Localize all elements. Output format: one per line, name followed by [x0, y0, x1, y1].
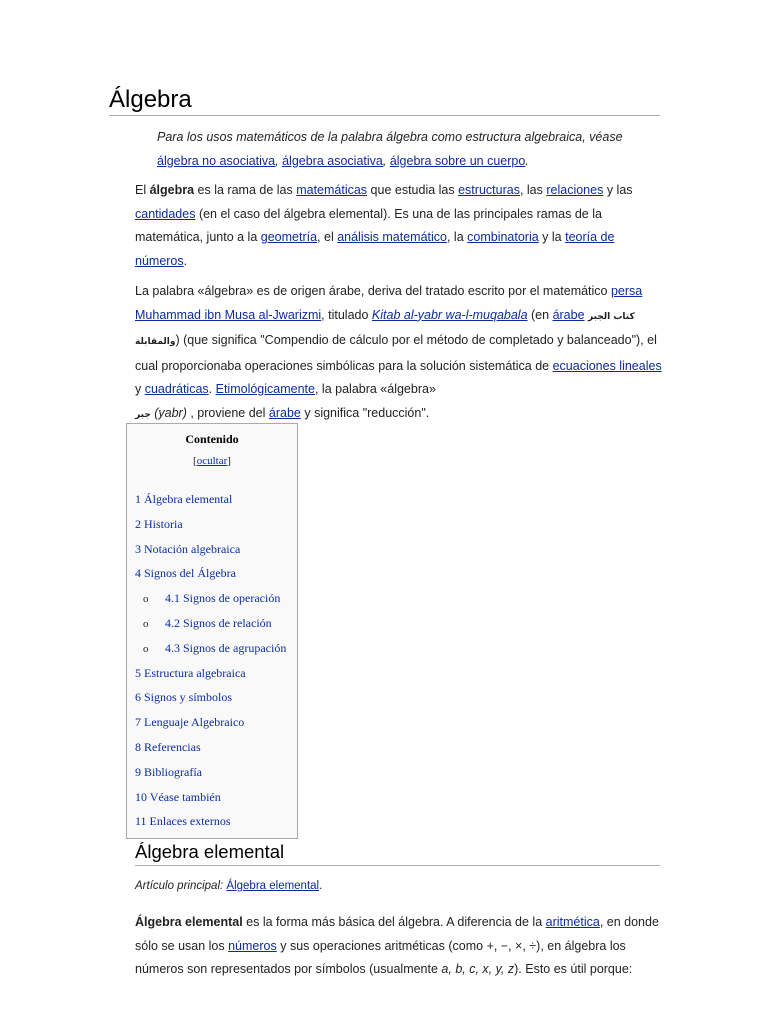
link-cantidades[interactable]: cantidades: [135, 206, 196, 221]
toc-item[interactable]: [127, 611, 297, 636]
toc-item[interactable]: [127, 487, 297, 512]
link-al-jwarizmi[interactable]: Muhammad ibn Musa al-Jwarizmi: [135, 307, 322, 322]
separator: ,: [275, 153, 283, 168]
page-title: Álgebra: [109, 86, 660, 116]
toc-bullet: o: [143, 642, 149, 655]
link-relaciones[interactable]: relaciones: [546, 183, 604, 197]
text: (en el caso del álgebra elemental). Es una de las principales ramas de la matemática, junto a la: [135, 206, 602, 244]
toc-item[interactable]: [127, 636, 297, 661]
text: , en donde sólo se usan los: [135, 915, 659, 953]
link-main-article[interactable]: Álgebra elemental: [226, 880, 320, 892]
toc-toggle: [127, 455, 297, 467]
transliteration: (yabr): [150, 405, 187, 420]
toc-bullet: o: [143, 593, 149, 606]
link-algebra-no-asociativa[interactable]: álgebra no asociativa: [157, 153, 276, 168]
link-algebra-sobre-cuerpo[interactable]: álgebra sobre un cuerpo: [389, 153, 526, 168]
text: .: [319, 880, 323, 892]
text: y: [135, 382, 145, 396]
text: , la: [446, 230, 468, 244]
text: que estudia las: [367, 183, 459, 197]
main-article-note: [135, 880, 322, 892]
toc-item-label[interactable]: 2 Historia: [135, 516, 183, 531]
section-heading-algebra-elemental: Álgebra elemental: [135, 841, 660, 866]
bold-term: Álgebra elemental: [135, 915, 243, 929]
text: , titulado: [321, 307, 372, 322]
text: ), en álgebra los números son representados por símbolos (usualmente: [135, 938, 626, 976]
toc-item-label[interactable]: 7 Lenguaje Algebraico: [135, 715, 245, 730]
toc-item[interactable]: [127, 785, 297, 810]
toc-item-label[interactable]: 3 Notación algebraica: [135, 541, 241, 556]
link-arabe[interactable]: árabe: [552, 307, 585, 322]
toc-item[interactable]: [127, 586, 297, 611]
link-kitab[interactable]: Kitab al-yabr wa-l-muqabala: [371, 307, 528, 322]
toc-title: Contenido: [185, 432, 239, 446]
link-matematicas[interactable]: matemáticas: [296, 183, 368, 197]
link-arabe-2[interactable]: árabe: [268, 405, 301, 420]
toc-item[interactable]: [127, 661, 297, 686]
toc-item[interactable]: [127, 735, 297, 760]
variables: a, b, c, x, y, z: [441, 962, 515, 976]
text: y significa "reducción".: [300, 405, 430, 420]
link-estructuras[interactable]: estructuras: [458, 183, 520, 197]
toc-item[interactable]: [127, 710, 297, 735]
toc-item-label[interactable]: 8 Referencias: [135, 739, 201, 754]
link-geometria[interactable]: geometría: [260, 230, 318, 244]
text: (en: [527, 307, 553, 322]
text: El: [135, 183, 150, 197]
toc-item-label[interactable]: 6 Signos y símbolos: [135, 690, 233, 705]
toc-list: [127, 487, 297, 834]
toc-item[interactable]: [127, 537, 297, 562]
hatnote: [157, 126, 667, 173]
intro-paragraph-2: [135, 280, 665, 427]
toc-bullet: o: [143, 617, 149, 630]
text: La palabra «álgebra» es de origen árabe, deriva del tratado escrito por el matemático: [135, 284, 611, 298]
text: y la: [538, 230, 566, 244]
bracket: [: [193, 455, 197, 467]
toc-item-label[interactable]: 4.1 Signos de operación: [165, 591, 281, 606]
intro-paragraph-1: [135, 179, 665, 273]
text: es la forma más básica del álgebra. A diferencia de la: [242, 915, 546, 929]
text: y sus operaciones aritméticas (como: [276, 938, 487, 953]
toc-item-label[interactable]: 4.3 Signos de agrupación: [165, 640, 287, 655]
arabic-title: كتاب الجبر والمقابلة: [135, 311, 635, 347]
toc-item-label[interactable]: 1 Álgebra elemental: [135, 492, 233, 506]
toc-item[interactable]: [127, 512, 297, 537]
link-aritmetica[interactable]: aritmética: [545, 915, 600, 929]
toc-item[interactable]: [127, 561, 297, 586]
text: .: [183, 253, 188, 268]
toc-item-label[interactable]: 4.2 Signos de relación: [165, 615, 272, 630]
text: es la rama de las: [194, 183, 297, 197]
toc-item[interactable]: [127, 685, 297, 710]
arabic-word: جبر: [135, 409, 151, 420]
separator: ,: [382, 153, 390, 168]
toc-item[interactable]: [127, 809, 297, 834]
text: , las: [519, 183, 547, 197]
link-teoria-de-numeros[interactable]: teoría de números: [135, 230, 615, 268]
operators: +, −, ×, ÷: [486, 938, 537, 953]
text: ) (que significa "Compendio de cálculo por el método de completado y balanceado"), el cual proporcionaba operaciones simbólicas para la solución sistemática de: [135, 333, 657, 373]
toc-item-label[interactable]: 4 Signos del Álgebra: [135, 566, 236, 581]
text: .: [208, 382, 216, 396]
link-analisis-matematico[interactable]: análisis matemático: [337, 230, 447, 244]
hatnote-text: Para los usos matemáticos de la palabra álgebra como estructura algebraica, véase: [157, 130, 623, 144]
link-cuadraticas[interactable]: cuadráticas: [144, 382, 209, 396]
toc-item-label[interactable]: 10 Véase también: [135, 789, 221, 804]
text: , la palabra «álgebra»: [314, 382, 436, 396]
toc-item-label[interactable]: 11 Enlaces externos: [135, 814, 231, 829]
toc-item-label[interactable]: 9 Bibliografía: [135, 764, 202, 779]
hatnote-end: .: [525, 153, 529, 168]
link-ecuaciones-lineales[interactable]: ecuaciones lineales: [552, 358, 662, 373]
bracket: ]: [227, 455, 231, 467]
toc-item[interactable]: [127, 760, 297, 785]
link-numeros[interactable]: números: [228, 938, 277, 953]
text: Artículo principal:: [135, 880, 227, 892]
text: ). Esto es útil porque:: [514, 962, 633, 976]
link-combinatoria[interactable]: combinatoria: [467, 230, 539, 244]
toc-item-label[interactable]: 5 Estructura algebraica: [135, 665, 246, 680]
table-of-contents: [126, 423, 298, 839]
text: y las: [603, 183, 633, 197]
bold-term: álgebra: [149, 183, 195, 197]
text: , el: [317, 230, 338, 244]
text: , proviene del: [186, 405, 269, 420]
link-persa[interactable]: persa: [610, 284, 643, 298]
section-paragraph-1: [135, 911, 665, 982]
link-etimologicamente[interactable]: Etimológicamente: [215, 382, 315, 396]
link-algebra-asociativa[interactable]: álgebra asociativa: [282, 153, 383, 168]
toc-hide-link[interactable]: ocultar: [196, 455, 228, 467]
